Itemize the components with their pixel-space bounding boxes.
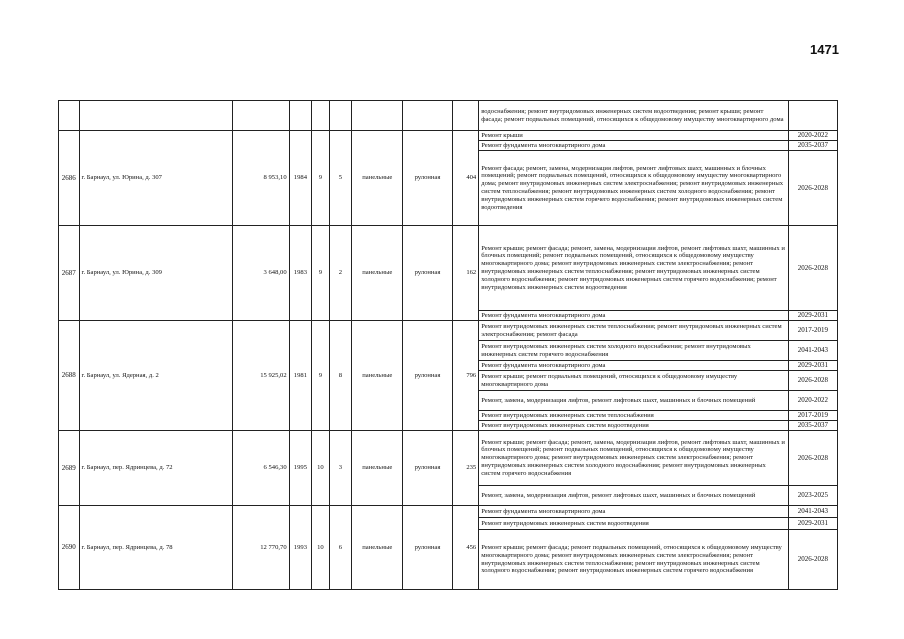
work-description: Ремонт внутридомовых инженерных систем водоотведения <box>479 421 789 431</box>
wall-material-cell: панельные <box>352 131 403 226</box>
residents-cell: 796 <box>452 321 479 431</box>
residents-cell: 456 <box>452 506 479 590</box>
row-number: 2686 <box>59 131 80 226</box>
floors-cell: 10 <box>312 431 329 506</box>
empty-cell <box>352 101 403 131</box>
floors-cell: 9 <box>312 226 329 321</box>
work-description: Ремонт внутридомовых инженерных систем теплоснабжения <box>479 411 789 421</box>
roof-type-cell: рулонная <box>403 321 452 431</box>
residents-cell: 404 <box>452 131 479 226</box>
entrances-cell: 5 <box>329 131 352 226</box>
work-years: 2020-2022 <box>788 391 837 411</box>
area-cell: 12 770,70 <box>233 506 289 590</box>
year-built-cell: 1984 <box>289 131 312 226</box>
wall-material-cell: панельные <box>352 321 403 431</box>
wall-material-cell: панельные <box>352 506 403 590</box>
work-years: 2029-2031 <box>788 311 837 321</box>
wall-material-cell: панельные <box>352 431 403 506</box>
table-row <box>59 131 838 141</box>
work-description: водоснабжения; ремонт внутридомовых инженерных систем водоотведения; ремонт крыши; ремонт фасада; ремонт подвальных помещений, относящихся к общедомовому имуществу многоквартирного дома <box>479 101 789 131</box>
work-description: Ремонт фундамента многоквартирного дома <box>479 311 789 321</box>
work-years: 2029-2031 <box>788 361 837 371</box>
floors-cell: 10 <box>312 506 329 590</box>
page-number: 1471 <box>810 42 839 57</box>
row-number: 2687 <box>59 226 80 321</box>
work-description: Ремонт, замена, модернизация лифтов, ремонт лифтовых шахт, машинных и блочных помещений <box>479 391 789 411</box>
entrances-cell: 3 <box>329 431 352 506</box>
work-years: 2017-2019 <box>788 411 837 421</box>
year-built-cell: 1981 <box>289 321 312 431</box>
work-description: Ремонт фундамента многоквартирного дома <box>479 506 789 518</box>
address-cell: г. Барнаул, пер. Ядринцева, д. 72 <box>79 431 233 506</box>
work-description: Ремонт внутридомовых инженерных систем водоотведения <box>479 518 789 530</box>
work-years: 2017-2019 <box>788 321 837 341</box>
address-cell: г. Барнаул, пер. Ядринцева, д. 78 <box>79 506 233 590</box>
row-number: 2688 <box>59 321 80 431</box>
work-description: Ремонт крыши; ремонт фасада; ремонт, замена, модернизация лифтов, ремонт лифтовых шахт, машинных и блочных помещений; ремонт подвальных помещений, относящихся к общедомовому имуществу многоквартирного дома; ремонт внутридомовых инженерных систем электроснабжения; ремонт внутридомовых инженерных систем холодного водоснабжения; ремонт внутридомовых инженерных систем горячего водоснабжения <box>479 431 789 486</box>
work-years: 2035-2037 <box>788 141 837 151</box>
entrances-cell: 6 <box>329 506 352 590</box>
work-description: Ремонт, замена, модернизация лифтов, ремонт лифтовых шахт, машинных и блочных помещений <box>479 486 789 506</box>
work-description: Ремонт фасада; ремонт, замена, модернизация лифтов, ремонт лифтовых шахт, машинных и блочных помещений; ремонт подвальных помещений, относящихся к общедомовому имуществу многоквартирного дома; ремонт внутридомовых инженерных систем электроснабжения; ремонт внутридомовых инженерных систем теплоснабжения; ремонт внутридомовых инженерных систем холодного водоснабжения; ремонт внутридомовых инженерных систем горячего водоснабжения; ремонт внутридомовых инженерных систем водоотведения <box>479 151 789 226</box>
residents-cell: 162 <box>452 226 479 321</box>
year-built-cell: 1995 <box>289 431 312 506</box>
work-years: 2020-2022 <box>788 131 837 141</box>
area-cell: 6 546,30 <box>233 431 289 506</box>
work-description: Ремонт внутридомовых инженерных систем теплоснабжения; ремонт внутридомовых инженерных систем электроснабжения; ремонт фасада <box>479 321 789 341</box>
work-years: 2041-2043 <box>788 341 837 361</box>
address-cell: г. Барнаул, ул. Юрина, д. 307 <box>79 131 233 226</box>
work-years: 2041-2043 <box>788 506 837 518</box>
empty-cell <box>312 101 329 131</box>
table-row <box>59 431 838 486</box>
empty-cell <box>403 101 452 131</box>
work-years: 2026-2028 <box>788 371 837 391</box>
work-years: 2026-2028 <box>788 530 837 590</box>
residents-cell: 235 <box>452 431 479 506</box>
area-cell: 3 648,00 <box>233 226 289 321</box>
work-description: Ремонт крыши <box>479 131 789 141</box>
work-description: Ремонт внутридомовых инженерных систем холодного водоснабжения; ремонт внутридомовых инженерных систем горячего водоснабжения <box>479 341 789 361</box>
roof-type-cell: рулонная <box>403 226 452 321</box>
work-years: 2029-2031 <box>788 518 837 530</box>
empty-cell <box>329 101 352 131</box>
year-built-cell: 1993 <box>289 506 312 590</box>
address-cell: г. Барнаул, ул. Юрина, д. 309 <box>79 226 233 321</box>
work-description: Ремонт крыши; ремонт подвальных помещений, относящихся к общедомовому имуществу многоквартирного дома <box>479 371 789 391</box>
roof-type-cell: рулонная <box>403 431 452 506</box>
address-cell: г. Барнаул, ул. Ядерная, д. 2 <box>79 321 233 431</box>
year-built-cell: 1983 <box>289 226 312 321</box>
entrances-cell: 2 <box>329 226 352 321</box>
work-years: 2023-2025 <box>788 486 837 506</box>
work-years: 2035-2037 <box>788 421 837 431</box>
area-cell: 15 925,02 <box>233 321 289 431</box>
work-years: 2026-2028 <box>788 431 837 486</box>
wall-material-cell: панельные <box>352 226 403 321</box>
roof-type-cell: рулонная <box>403 506 452 590</box>
empty-cell <box>452 101 479 131</box>
work-description: Ремонт фундамента многоквартирного дома <box>479 141 789 151</box>
roof-type-cell: рулонная <box>403 131 452 226</box>
work-years: 2026-2028 <box>788 226 837 311</box>
entrances-cell: 8 <box>329 321 352 431</box>
table-row <box>59 506 838 518</box>
area-cell: 8 953,10 <box>233 131 289 226</box>
table-row <box>59 321 838 341</box>
work-years <box>788 101 837 131</box>
table-row <box>59 226 838 311</box>
repair-schedule-table <box>58 100 838 590</box>
empty-cell <box>79 101 233 131</box>
work-description: Ремонт крыши; ремонт фасада; ремонт, замена, модернизация лифтов, ремонт лифтовых шахт, машинных и блочных помещений; ремонт подвальных помещений, относящихся к общедомовому имуществу многоквартирного дома; ремонт внутридомовых инженерных систем электроснабжения; ремонт внутридомовых инженерных систем теплоснабжения; ремонт внутридомовых инженерных систем холодного водоснабжения; ремонт внутридомовых инженерных систем горячего водоснабжения; ремонт внутридомовых инженерных систем водоотведения <box>479 226 789 311</box>
empty-cell <box>59 101 80 131</box>
row-number: 2690 <box>59 506 80 590</box>
work-description: Ремонт фундамента многоквартирного дома <box>479 361 789 371</box>
work-description: Ремонт крыши; ремонт фасада; ремонт подвальных помещений, относящихся к общедомовому имуществу многоквартирного дома; ремонт внутридомовых инженерных систем электроснабжения; ремонт внутридомовых инженерных систем теплоснабжения; ремонт внутридомовых инженерных систем холодного водоснабжения; ремонт внутридомовых инженерных систем горячего водоснабжения <box>479 530 789 590</box>
floors-cell: 9 <box>312 321 329 431</box>
empty-cell <box>233 101 289 131</box>
empty-cell <box>289 101 312 131</box>
table-row-continuation <box>59 101 838 131</box>
row-number: 2689 <box>59 431 80 506</box>
floors-cell: 9 <box>312 131 329 226</box>
work-years: 2026-2028 <box>788 151 837 226</box>
